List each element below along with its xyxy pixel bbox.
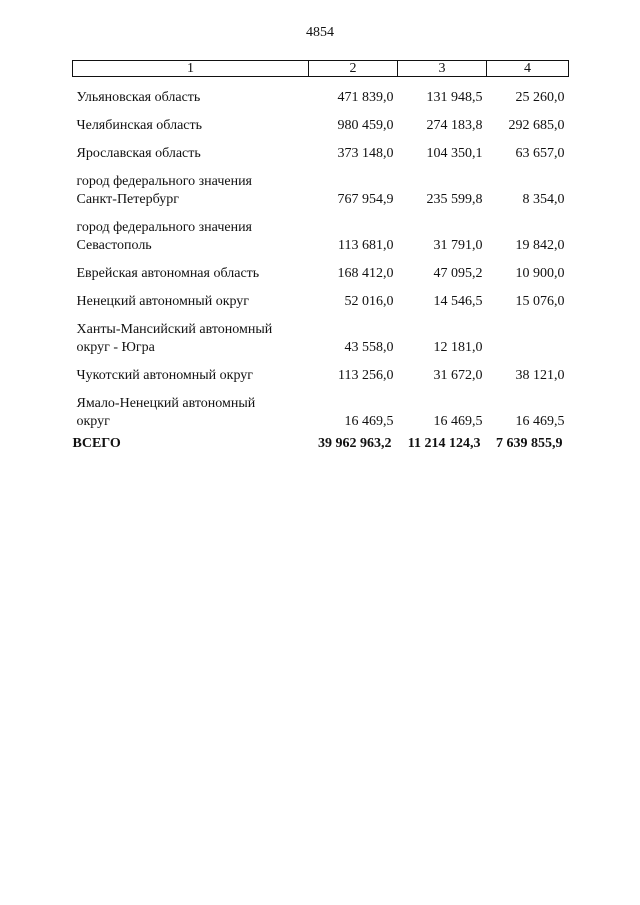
value-col-4: 16 469,5 — [515, 414, 565, 429]
table-header-row — [73, 61, 569, 77]
table-row — [73, 77, 569, 108]
value-col-4: 10 900,0 — [515, 266, 565, 281]
column-header-4: 4 — [487, 61, 569, 77]
region-name — [73, 163, 309, 209]
column-header-2: 2 — [309, 61, 398, 77]
value-col-4: 63 657,0 — [515, 146, 565, 161]
region-name — [73, 209, 309, 255]
region-name: Ярославская область — [76, 146, 201, 161]
value-col-4: 19 842,0 — [515, 238, 565, 253]
value-col-3: 274 183,8 — [426, 118, 483, 133]
value-col-3: 16 469,5 — [433, 414, 483, 429]
value-col-3: 47 095,2 — [433, 266, 483, 281]
total-label: ВСЕГО — [72, 436, 121, 451]
table-row — [73, 135, 569, 163]
column-header-3: 3 — [398, 61, 487, 77]
value-col-2: 16 469,5 — [344, 414, 394, 429]
region-name — [73, 311, 309, 357]
value-col-4 — [487, 311, 569, 357]
region-name: Челябинская область — [76, 118, 202, 133]
value-col-4: 15 076,0 — [515, 294, 565, 309]
region-name-line-1: Ямало-Ненецкий автономный — [76, 396, 256, 411]
budget-table — [72, 60, 568, 453]
value-col-4: 25 260,0 — [515, 90, 565, 105]
table-row — [73, 283, 569, 311]
region-name-line-1: город федерального значения — [76, 220, 252, 235]
region-name-line-2: Санкт-Петербург — [76, 192, 179, 207]
table-row — [73, 385, 569, 431]
total-col-3: 11 214 124,3 — [407, 436, 481, 451]
value-col-3: 31 672,0 — [433, 368, 483, 383]
value-col-4: 8 354,0 — [522, 192, 565, 207]
value-col-3: 12 181,0 — [433, 340, 483, 355]
region-name: Ульяновская область — [76, 90, 201, 105]
region-name-line-2: округ - Югра — [76, 340, 155, 355]
region-name-line-1: Ханты-Мансийский автономный — [76, 322, 273, 337]
value-col-2: 373 148,0 — [337, 146, 394, 161]
column-header-1: 1 — [73, 61, 309, 77]
table-row — [73, 107, 569, 135]
value-col-2: 113 256,0 — [338, 368, 394, 383]
value-col-2: 980 459,0 — [337, 118, 394, 133]
value-col-3: 104 350,1 — [426, 146, 483, 161]
total-col-4: 7 639 855,9 — [496, 436, 563, 451]
value-col-3: 31 791,0 — [433, 238, 483, 253]
value-col-2: 43 558,0 — [344, 340, 394, 355]
value-col-2: 52 016,0 — [344, 294, 394, 309]
region-name: Еврейская автономная область — [76, 266, 260, 281]
region-name-line-2: округ — [76, 414, 110, 429]
table-row — [73, 255, 569, 283]
value-col-2: 471 839,0 — [337, 90, 394, 105]
table-row — [73, 209, 569, 255]
value-col-3: 14 546,5 — [433, 294, 483, 309]
region-name — [73, 385, 309, 431]
table-row — [73, 311, 569, 357]
region-name-line-1: город федерального значения — [76, 174, 252, 189]
region-name-line-2: Севастополь — [76, 238, 152, 253]
region-name: Ненецкий автономный округ — [76, 294, 250, 309]
value-col-3: 131 948,5 — [426, 90, 483, 105]
table-row — [73, 163, 569, 209]
value-col-4: 292 685,0 — [508, 118, 565, 133]
value-col-4: 38 121,0 — [515, 368, 565, 383]
value-col-2: 168 412,0 — [337, 266, 394, 281]
page-number: 4854 — [306, 25, 334, 40]
total-col-2: 39 962 963,2 — [318, 436, 392, 451]
table-row — [73, 357, 569, 385]
value-col-2: 767 954,9 — [337, 192, 394, 207]
total-row — [73, 431, 569, 453]
region-name: Чукотский автономный округ — [76, 368, 254, 383]
value-col-2: 113 681,0 — [338, 238, 394, 253]
value-col-3: 235 599,8 — [426, 192, 483, 207]
